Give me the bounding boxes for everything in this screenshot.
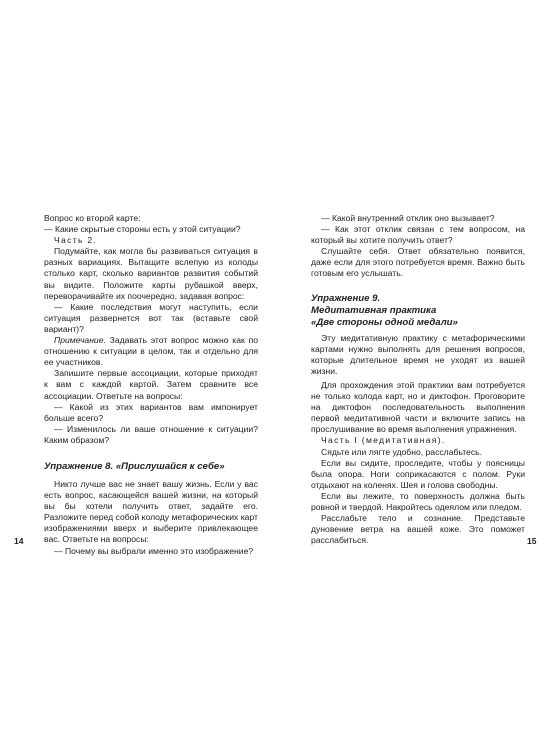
paragraph: Эту медитативную практику с метафорическими картами нужно выполнять для решения вопросов, которые длительное время не уходят из вашей жизни.: [311, 332, 525, 376]
paragraph: Если вы лежите, то поверхность должна быть ровной и твердой. Накройтесь одеялом или пледом.: [311, 490, 525, 512]
right-page: [311, 213, 525, 546]
paragraph: — Как этот отклик связан с тем вопросом, на который вы хотите получить ответ?: [311, 224, 525, 246]
paragraph: — Какие последствия могут наступить, если ситуация развернется вот так (вставьте свой вариант)?: [44, 301, 258, 334]
paragraph: — Изменилось ли ваше отношение к ситуации? Каким образом?: [44, 423, 258, 445]
paragraph: — Почему вы выбрали именно это изображение?: [54, 545, 254, 556]
heading-line: Упражнение 9.: [311, 292, 381, 304]
paragraph: Для прохождения этой практики вам потребуется не только колода карт, но и диктофон. Проговорите на диктофон последовательность выполнения первой медитативной части и включите запись на прослушивание во время выполнения упражнения.: [311, 379, 525, 435]
page-number: 14: [14, 536, 24, 546]
paragraph: Слушайте себя. Ответ обязательно появится, даже если для этого потребуется время. Важно быть готовым его услышать.: [311, 246, 525, 279]
paragraph: Если вы сидите, проследите, чтобы у поясницы была опора. Ноги соприкасаются с полом. Руки отдыхают на коленях. Шея и голова свободны.: [311, 457, 525, 490]
heading-line: Медитативная практика: [311, 304, 437, 316]
paragraph: Никто лучше вас не знает вашу жизнь. Если у вас есть вопрос, касающейся вашей жизни, на который вы бы хотели получить ответ, задайте его. Разложите перед собой колоду метафорических карт изображениями вверх и выберите привлекающее вас. Ответьте на вопросы:: [44, 478, 258, 545]
note-label: Примечание.: [54, 335, 106, 346]
page-number: 15: [527, 536, 537, 546]
heading-line: «Две стороны одной медали»: [311, 316, 458, 328]
paragraph: Расслабьте тело и сознание. Представьте дуновение ветра на вашей коже. Это поможет расслабиться.: [311, 513, 525, 546]
paragraph: — Какой из этих вариантов вам импонирует больше всего?: [44, 401, 258, 423]
paragraph: Подумайте, как могла бы развиваться ситуация в разных вариациях. Вытащите вслепую из колоды столько карт, сколько вариантов развития событий вы видите. Положите карты рубашкой вверх, переворачивайте их поочередно, задавая вопрос:: [44, 246, 258, 301]
paragraph: Вопрос ко второй карте:: [44, 213, 141, 223]
section-label: Часть I (медитативная).: [321, 435, 446, 446]
paragraph: — Какие скрытые стороны есть у этой ситуации?: [44, 224, 241, 235]
left-page: [44, 213, 258, 557]
paragraph: Запишите первые ассоциации, которые приходят к вам с каждой картой. Затем сравните все ассоциации. Ответьте на вопросы:: [44, 368, 258, 401]
paragraph: Сядьте или лягте удобно, расслабьтесь.: [321, 446, 482, 457]
paragraph: — Какой внутренний отклик оно вызывает?: [321, 213, 495, 223]
note-text: Задавать этот вопрос можно как по отношению к ситуации в целом, так и отдельно для ее участников.: [44, 335, 258, 368]
exercise-heading: Упражнение 8. «Прислушайся к себе»: [44, 460, 225, 472]
note-paragraph: [44, 335, 258, 368]
exercise-heading: [311, 293, 525, 329]
section-label: Часть 2.: [54, 235, 98, 246]
